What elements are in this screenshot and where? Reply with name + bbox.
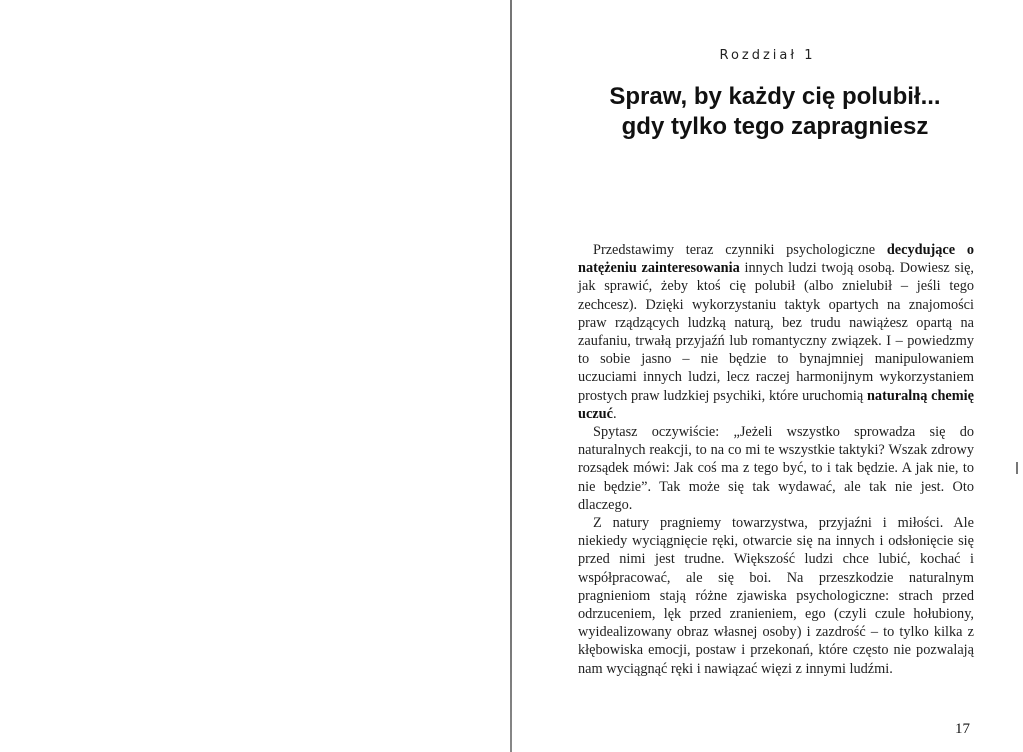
page-edge-mark bbox=[1016, 462, 1018, 474]
paragraph-1-text-c: . bbox=[612, 405, 617, 422]
body-text bbox=[578, 241, 974, 678]
page-number: 17 bbox=[955, 721, 970, 737]
paragraph-1 bbox=[578, 241, 974, 423]
paragraph-1-text-b: innych ludzi twoją osobą. Dowiesz się, jak sprawić, żeby ktoś cię polubił (albo znielubił – jeśli tego zechcesz). Dzięki wykorzystaniu taktyk opartych na znajomości praw rządzących ludzką naturą, bez trudu nawiążesz opartą na zaufaniu, trwałą przyjaźń lub romantyczny związek. I – powiedzmy to sobie jasno – nie będzie to bynajmniej manipulowaniem uczuciami innych ludzi, lecz raczej harmonijnym wykorzystaniem prostych praw ludzkiej psychiki, które uruchomią bbox=[578, 260, 974, 404]
paragraph-1-bold-b: naturalną chemię uczuć bbox=[578, 387, 974, 422]
chapter-title-line-2: gdy tylko tego zapragniesz bbox=[621, 113, 929, 140]
chapter-label: Rozdział 1 bbox=[719, 48, 816, 63]
paragraph-3: Z natury pragniemy towarzystwa, przyjaźni i miłości. Ale niekiedy wyciągnięcie ręki, otwarcie się na innych i odsłonięcie się przed nimi jest trudne. Większość ludzi chce lubić, kochać i współpracować, ale się boi. Na przeszkodzie naturalnym pragnieniom stają różne zjawiska psychologiczne: strach przed odrzuceniem, lęk przed zranieniem, ego (czyli czule hołubiony, wyidealizowany obraz własnej osoby) i zazdrość – to tylko kilka z kłębowiska emocji, postaw i przekonań, które często nie pozwalają nam wyciągnąć ręki i nawiązać więzi z innymi ludźmi. bbox=[578, 515, 974, 677]
chapter-title bbox=[560, 82, 990, 142]
left-page-blank bbox=[0, 0, 510, 752]
chapter-title-line-1: Spraw, by każdy cię polubił... bbox=[609, 83, 941, 110]
paragraph-1-bold-a: decydujące o natężeniu zainteresowania bbox=[578, 242, 974, 277]
paragraph-2: Spytasz oczywiście: „Jeżeli wszystko sprowadza się do naturalnych reakcji, to na co mi te wszystkie taktyki? Wszak zdrowy rozsądek mówi: Jak coś ma z tego być, to i tak będzie. A jak nie, to nie będzie”. Tak może się tak wydawać, ale tak nie jest. Oto dlaczego. bbox=[578, 424, 974, 513]
paragraph-1-text-a: Przedstawimy teraz czynniki psychologiczne bbox=[593, 242, 887, 258]
